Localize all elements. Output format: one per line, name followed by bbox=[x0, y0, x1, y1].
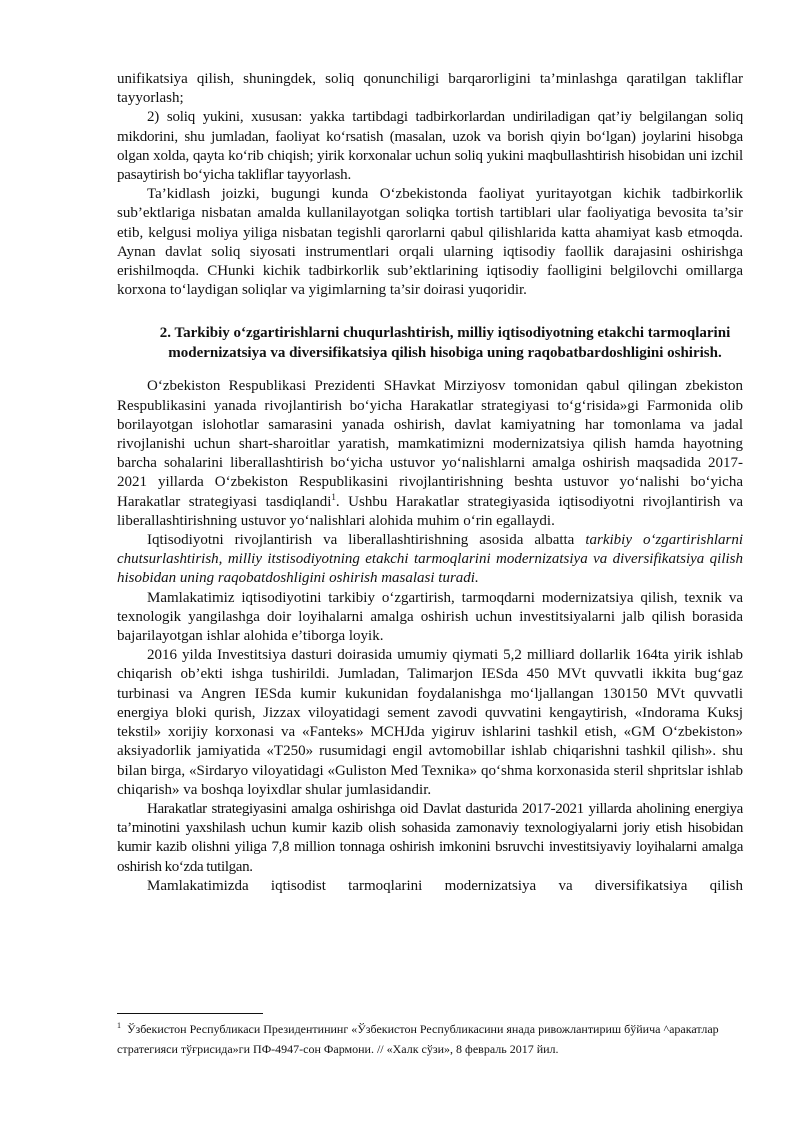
paragraph: unifikatsiya qilish, shuningdek, soliq qonunchiligi barqarorligini ta’minlashga qaratilgan takliflar tayyorlash; bbox=[117, 71, 743, 107]
document-body bbox=[117, 70, 743, 896]
paragraph: Harakatlar strategiyasini amalga oshirishga oid Davlat dasturida 2017-2021 yillarda aholining energiya ta’minotini yaxshilash uchun kumir kazib olish sohasida zamonaviy texnologiyalarni joriy etish hisobidan kumir kazib olishni yiliga 7,8 million tonnaga oshirish imkonini bsruvchi investitsiyaviy loyihalarni amalga oshirish ko‘zda tutilgan. bbox=[117, 800, 743, 875]
paragraph-text: O‘zbekiston Respublikasi Prezidenti SHavkat Mirziyosv tomonidan qabul qilingan zbekiston Respublikasini yanada rivojlantirish bo‘yicha Harakatlar strategiyasi to‘g‘risida»gi Farmonida olib borilayotgan islohotlar samarasini yanada oshirish, davlat kamiyatning har tomonlama va jadal rivojlanishi uchun shart-sharoitlar yaratish, mamkatimizni modernizatsiya qilish hamda hayotning barcha sohalarini liberallashtirish bo‘yicha ustuvor yo‘nalishlarni amalga oshirish maqsadida 2017-2021 yillarda O‘zbekiston Respublikasini rivojlantirishning beshta ustuvor yo‘nalishi bo‘yicha Harakatlar strategiyasi tasdiqlandi bbox=[117, 378, 743, 510]
paragraph-text: Iqtisodiyotni rivojlantirish va liberallashtirishning asosida albatta bbox=[147, 532, 586, 549]
footnote-text: Ўзбекистон Республикаси Президентининг «Ўзбекистон Республикасини янада ривожлантириш бўйича ^аракатлар стратегияси тўғрисида»ги ПФ-4947-сон Фармони. // «Халк сўзи», 8 февраль 2017 йил. bbox=[117, 1022, 719, 1056]
paragraph bbox=[117, 377, 743, 531]
italic-emphasis: tarkibiy o‘zgartirishlarni chutsurlashtirish, milliy itstisodiyotning etakchi tarmoqlarini modernizatsiya va diversifikatsiya qilish hisobidan uning raqobatdoshligini oshirish masalasi turadi. bbox=[117, 532, 743, 587]
paragraph bbox=[117, 108, 743, 185]
footnote bbox=[117, 1019, 747, 1059]
paragraph: Mamlakatimiz iqtisodiyotini tarkibiy o‘zgartirish, tarmoqdarni modernizatsiya qilish, texnik va texnologik yangilashga doir loyihalarni amalga oshirish uchun investitsiyalarni jalb qilish borasida bajarilayotgan ishlar alohida e’tiborga loyik. bbox=[117, 589, 743, 645]
footnote-separator bbox=[117, 1013, 263, 1014]
paragraph: Mamlakatimizda iqtisodist tarmoqlarini modernizatsiya va diversifikatsiya qilish bbox=[147, 877, 743, 894]
paragraph: Ta’kidlash joizki, bugungi kunda O‘zbekistonda faoliyat yuritayotgan kichik tadbirkorlik sub’ektlariga nisbatan amalda kullanilayotgan soliqka tortish tartiblari ular faoliyatiga bevosita ta’sir etib, kelgusi moliya yiliga nisbatan tegishli qarorlarni qabul qilishlarida katta ahamiyat kasb etmoqda. Aynan davlat soliq siyosati instrumentlari orqali ularning iqtisodiy faollik darajasini oshirishga erishilmoqda. CHunki kichik tadbirkorlik sub’ektlarining iqtisodiy faolligini belgilovchi omillarga korxona to‘laydigan soliqlar va yigimlarning ta’sir doirasi yuqoridir. bbox=[117, 186, 743, 299]
section-heading: 2. Tarkibiy o‘zgartirishlarni chuqurlashtirish, milliy iqtisodiyotning etakchi tarmoqlarini modernizatsiya va diversifikatsiya qilish hisobiga uning raqobatbardoshligini oshirish. bbox=[159, 325, 731, 361]
footnote-reference: 1 bbox=[331, 491, 336, 502]
paragraph-text: 2) soliq yukini, xususan: yakka tartibdagi tadbirkorlardan undiriladigan qat’iy belgilangan soliq mikdorini, shu jumladan, faoliyat ko‘rsatish (masalan, uzok va borish qiyin bo‘lgan) joylarini hisobga olgan xolda, qayta ko‘rib chiqish; yirik korxonalar uchun soliq yukini maqbullashtirish hisobidan uni izchil pasaytirish bo‘yicha takliflar tayyorlash. bbox=[117, 109, 743, 184]
footnote-marker: 1 bbox=[117, 1021, 121, 1030]
paragraph: 2016 yilda Investitsiya dasturi doirasida umumiy qiymati 5,2 milliard dollarlik 164ta yirik ishlab chiqarish ob’ekti ishga tushirildi. Jumladan, Talimarjon IESda 450 MVt quvvatli ikkita bug‘gaz turbinasi va Angren IESda kumir kukunidan foydalanishga mo‘ljallangan 130150 MVt quvvatli energiya bloki qurish, Jizzax viloyatidagi sement zavodi quvvatini kengaytirish, «Indorama Kuksj tekstil» xorijiy korxonasi va «Fanteks» MCHJda yigiruv ishlarini tashkil etish, «GM O‘zbekiston» aksiyadorlik jamiyatida «T250» rusumidagi engil avtomobillar ishlab chiqarishni tashkil qilish». shu bilan birga, «Sirdaryo viloyatidagi «Guliston Med Texnika» qo‘shma korxonasida steril shpritslar ishlab chiqarish» va boshqa loyixdlar shular jumlasidandir. bbox=[117, 647, 743, 798]
paragraph-text: . Ushbu Harakatlar strategiyasida iqtisodiyotni rivojlantirish va liberallashtirishning ustuvor yo‘nalishlari alohida muhim o‘rin egallaydi. bbox=[117, 493, 743, 529]
paragraph bbox=[117, 531, 743, 589]
